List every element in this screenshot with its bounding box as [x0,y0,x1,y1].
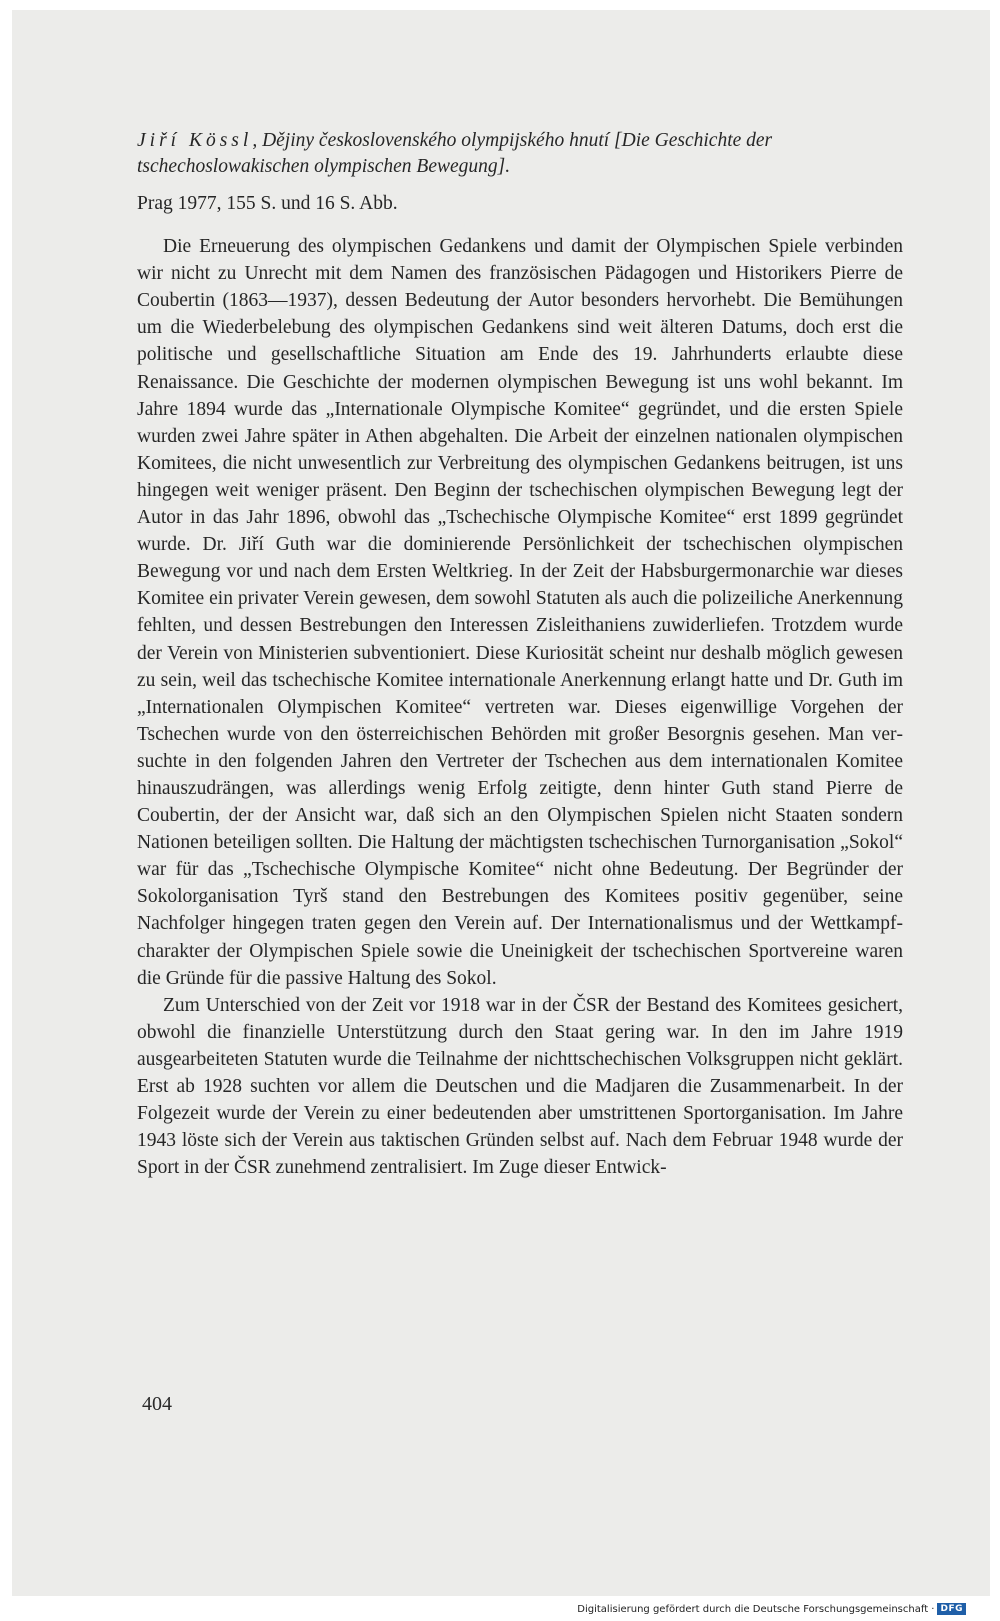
paragraph-1: Die Erneuerung des olympischen Gedankens und damit der Olympischen Spiele verbinden wir nicht zu Unrecht mit dem Namen des französischen Pädagogen und Historikers Pierre de Coubertin (1863—1937), dessen Bedeutung der Autor besonders hervorhebt. Die Bemühungen um die Wiederbelebung des olympischen Gedankens sind weit älteren Datums, doch erst die politische und gesellschaftliche Situation am Ende des 19. Jahrhunderts erlaubte diese Renaissance. Die Geschichte der modernen olympischen Bewegung ist uns wohl bekannt. Im Jahre 1894 wurde das „Internationale Olympische Komitee“ gegründet, und die ersten Spiele wurden zwei Jahre später in Athen abgehalten. Die Arbeit der einzelnen nationalen olympischen Komitees, die nicht unwesentlich zur Verbreitung des olympischen Gedankens beitrugen, ist uns hingegen weit weniger präsent. Den Beginn der tschechischen olympischen Bewegung legt der Autor in das Jahr 1896, obwohl das „Tschechische Olympische Komitee“ erst 1899 gegründet wurde. Dr. Jiří Guth war die dominierende Persönlichkeit der tschechischen olympischen Bewegung vor und nach dem Ersten Weltkrieg. In der Zeit der Habsburgermonarchie war dieses Komitee ein privater Verein gewesen, dem sowohl Statuten als auch die polizeiliche Anerkennung fehlten, und dessen Bestrebungen den Interessen Zisleithaniens zuwiderliefen. Trotzdem wurde der Verein von Ministerien subventioniert. Diese Kuriosität scheint nur deshalb möglich gewesen zu sein, weil das tschechische Komitee internationale Anerkennung erlangt hatte und Dr. Guth im „Internationalen Olympischen Komitee“ vertreten war. Dieses eigenwillige Vorgehen der Tschechen wurde von den österreichischen Behörden mit großer Besorgnis gesehen. Man versuchte in den folgenden Jahren den Vertreter der Tschechen aus dem internationalen Komitee hinauszudrängen, was allerdings wenig Erfolg zeitigte, denn hinter Guth stand Pierre de Coubertin, der der Ansicht war, daß sich an den Olympischen Spielen nicht Staaten sondern Nationen beteiligen sollten. Die Haltung der mächtigsten tschechischen Turnorganisation „Sokol“ war für das „Tschechische Olympische Komitee“ nicht ohne Bedeutung. Der Begründer der Sokolorganisation Tyrš stand den Bestrebungen des Komitees positiv gegenüber, seine Nachfolger hingegen traten gegen den Verein auf. Der Internationalismus und der Wettkampfcharakter der Olympischen Spiele sowie die Uneinigkeit der tschechischen Sportvereine waren die Gründe für die passive Haltung des Sokol. [137,236,903,989]
review-text [137,128,903,1181]
publication-info: Prag 1977, 155 S. und 16 S. Abb. [137,193,398,214]
scanned-page [12,10,990,1596]
dfg-logo-icon: DFG [937,1603,966,1615]
paragraph-2: Zum Unterschied von der Zeit vor 1918 war in der ČSR der Bestand des Komitees gesichert, obwohl die finanzielle Unterstützung durch den Staat gering war. In den im Jahre 1919 ausgearbeiteten Statuten wurde die Teilnahme der nichttschechischen Volksgruppen nicht geklärt. Erst ab 1928 suchten vor allem die Deutschen und die Madjaren die Zusammenarbeit. In der Folgezeit wurde der Verein zu einer bedeutenden aber umstrittenen Sportorganisation. Im Jahre 1943 löste sich der Verein aus taktischen Gründen selbst auf. Nach dem Februar 1948 wurde der Sport in der ČSR zunehmend zentralisiert. Im Zuge dieser Entwick- [137,994,903,1179]
digitization-footer [577,1603,966,1615]
book-citation [137,128,903,180]
page-number: 404 [142,1393,172,1415]
book-author: Jiří Kössl [137,130,253,151]
footer-text: Digitalisierung gefördert durch die Deutsche Forschungsgemeinschaft · [577,1603,935,1615]
book-title: , Dějiny československého olympijského hnutí [Die Geschichte der tschechoslowakischen olympischen Bewegung]. [137,130,773,177]
